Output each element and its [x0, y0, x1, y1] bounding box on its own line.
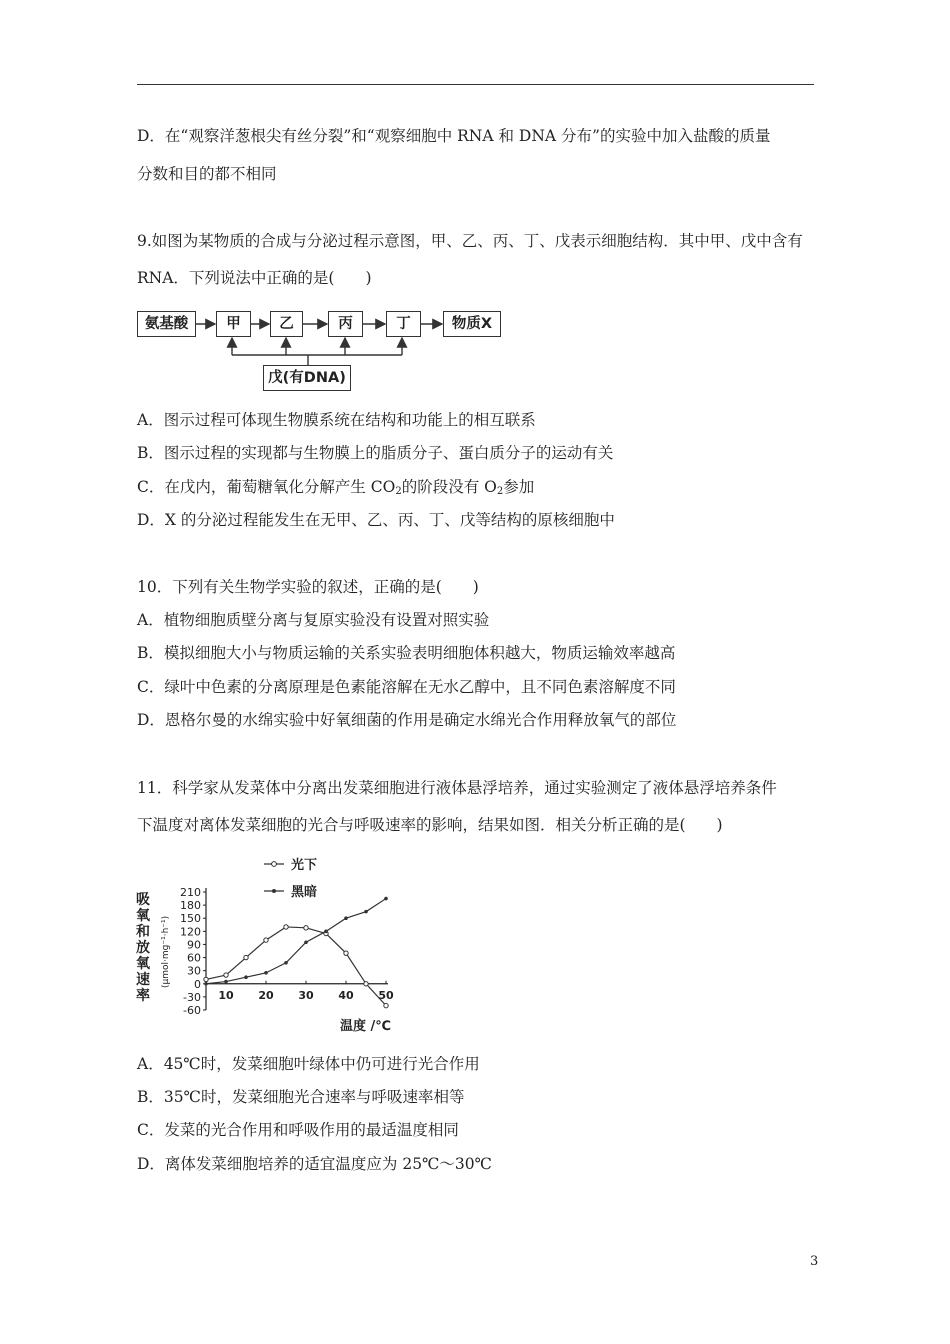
x-tick-label: 20 [258, 988, 274, 1002]
q11-stem-line1: 11．科学家从发菜体中分离出发菜细胞进行液体悬浮培养，通过实验测定了液体悬浮培养条件 [137, 779, 777, 797]
y-tick-label: -60 [183, 1004, 201, 1017]
flow-box-step4: 丁 [386, 311, 421, 337]
q9-stem-line2: RNA．下列说法中正确的是( ) [137, 269, 372, 287]
data-point-dark [304, 940, 308, 944]
y-tick-label: 90 [187, 938, 201, 952]
data-point-dark [384, 897, 388, 901]
q11-chart [130, 848, 410, 1038]
q10-stem: 10．下列有关生物学实验的叙述，正确的是( ) [137, 578, 479, 596]
data-point-light [364, 982, 368, 986]
y-axis-label-char: 放 [136, 940, 150, 956]
q9-option-b: B．图示过程的实现都与生物膜上的脂质分子、蛋白质分子的运动有关 [137, 444, 614, 462]
flow-box-step2: 乙 [270, 311, 303, 337]
q9-option-d: D．X 的分泌过程能发生在无甲、乙、丙、丁、戊等结构的原核细胞中 [137, 511, 615, 529]
y-tick-label: 150 [180, 912, 201, 926]
data-point-light [224, 973, 228, 977]
data-point-light [204, 977, 208, 981]
y-tick-label: 120 [180, 925, 201, 939]
y-tick-label: 180 [180, 899, 201, 913]
legend-marker [272, 889, 276, 893]
q9-option-c-sub1: 2 [395, 486, 402, 497]
page-number: 3 [810, 1254, 819, 1269]
q9-option-c-pre: C．在戊内，葡萄糖氧化分解产生 CO [137, 478, 396, 496]
y-tick-label: 210 [180, 886, 201, 899]
legend-label: 光下 [291, 858, 318, 873]
q11-stem-line2: 下温度对离体发菜细胞的光合与呼吸速率的影响，结果如图．相关分析正确的是( ) [137, 816, 723, 834]
y-axis-label-char: 率 [136, 988, 150, 1004]
q8-option-d-line2: 分数和目的都不相同 [137, 165, 277, 183]
flow-box-source: 戊(有DNA) [263, 365, 351, 391]
q9-option-c-post: 参加 [503, 478, 535, 496]
y-axis-label-char: 速 [136, 972, 150, 988]
q9-stem-line1: 9.如图为某物质的合成与分泌过程示意图，甲、乙、丙、丁、戊表示细胞结构．其中甲、戊中含有 [137, 232, 803, 250]
q10-option-b: B．模拟细胞大小与物质运输的关系实验表明细胞体积越大，物质运输效率越高 [137, 644, 676, 662]
q9-option-c-mid: 的阶段没有 O [401, 478, 497, 496]
flow-box-end: 物质X [443, 311, 501, 337]
flow-box-start: 氨基酸 [137, 311, 196, 337]
q9-option-c [137, 477, 534, 497]
data-point-light [284, 925, 288, 929]
data-point-dark [344, 916, 348, 920]
x-axis-label: 温度 /℃ [340, 1019, 392, 1034]
x-tick-label: 40 [338, 988, 354, 1002]
q9-option-c-sub2: 2 [496, 486, 504, 497]
y-tick-label: 0 [194, 977, 201, 991]
y-axis-label [136, 892, 151, 1004]
legend-marker [272, 862, 277, 867]
data-point-dark [224, 980, 228, 984]
q10-option-a: A．植物细胞质壁分离与复原实验没有设置对照实验 [137, 611, 490, 629]
y-axis-label-char: 吸 [136, 892, 150, 908]
x-tick-label: 30 [298, 988, 314, 1002]
data-point-light [384, 1003, 388, 1007]
y-tick-label: 60 [187, 951, 201, 965]
data-point-dark [364, 910, 368, 914]
y-axis-unit: (μmol·mg⁻¹·h⁻¹) [161, 915, 171, 988]
y-tick-label: 30 [187, 964, 201, 978]
x-tick-label: 50 [378, 988, 394, 1002]
y-axis-label-char: 氧 [136, 956, 150, 972]
y-axis-label-char: 和 [136, 924, 150, 940]
data-point-light [304, 926, 308, 930]
data-point-dark [264, 971, 268, 975]
data-point-light [244, 955, 248, 959]
q8-option-d-line1: D．在“观察洋葱根尖有丝分裂”和“观察细胞中 RNA 和 DNA 分布”的实验中加入盐酸的质量 [137, 127, 771, 145]
flow-arrows [0, 0, 950, 400]
q11-option-d: D．离体发菜细胞培养的适宜温度应为 25℃～30℃ [137, 1155, 492, 1173]
q10-option-d: D．恩格尔曼的水绵实验中好氧细菌的作用是确定水绵光合作用释放氧气的部位 [137, 711, 677, 729]
data-point-dark [324, 930, 328, 934]
q11-option-a: A．45℃时，发菜细胞叶绿体中仍可进行光合作用 [137, 1055, 480, 1073]
data-point-light [344, 951, 348, 955]
q9-option-a: A．图示过程可体现生物膜系统在结构和功能上的相互联系 [137, 411, 536, 429]
q10-option-c: C．绿叶中色素的分离原理是色素能溶解在无水乙醇中，且不同色素溶解度不同 [137, 678, 676, 696]
flow-box-step1: 甲 [216, 311, 251, 337]
data-point-dark [204, 982, 208, 986]
x-tick-label: 10 [218, 988, 234, 1002]
y-tick-label: -30 [183, 990, 201, 1004]
data-point-dark [244, 975, 248, 979]
q11-option-b: B．35℃时，发菜细胞光合速率与呼吸速率相等 [137, 1088, 465, 1106]
data-point-dark [284, 961, 288, 965]
y-axis-label-char: 氧 [136, 908, 150, 924]
series-line-dark [206, 899, 386, 984]
data-point-light [264, 938, 268, 942]
legend-label: 黑暗 [291, 885, 318, 900]
q11-option-c: C．发菜的光合作用和呼吸作用的最适温度相同 [137, 1121, 459, 1139]
flow-box-step3: 丙 [328, 311, 363, 337]
